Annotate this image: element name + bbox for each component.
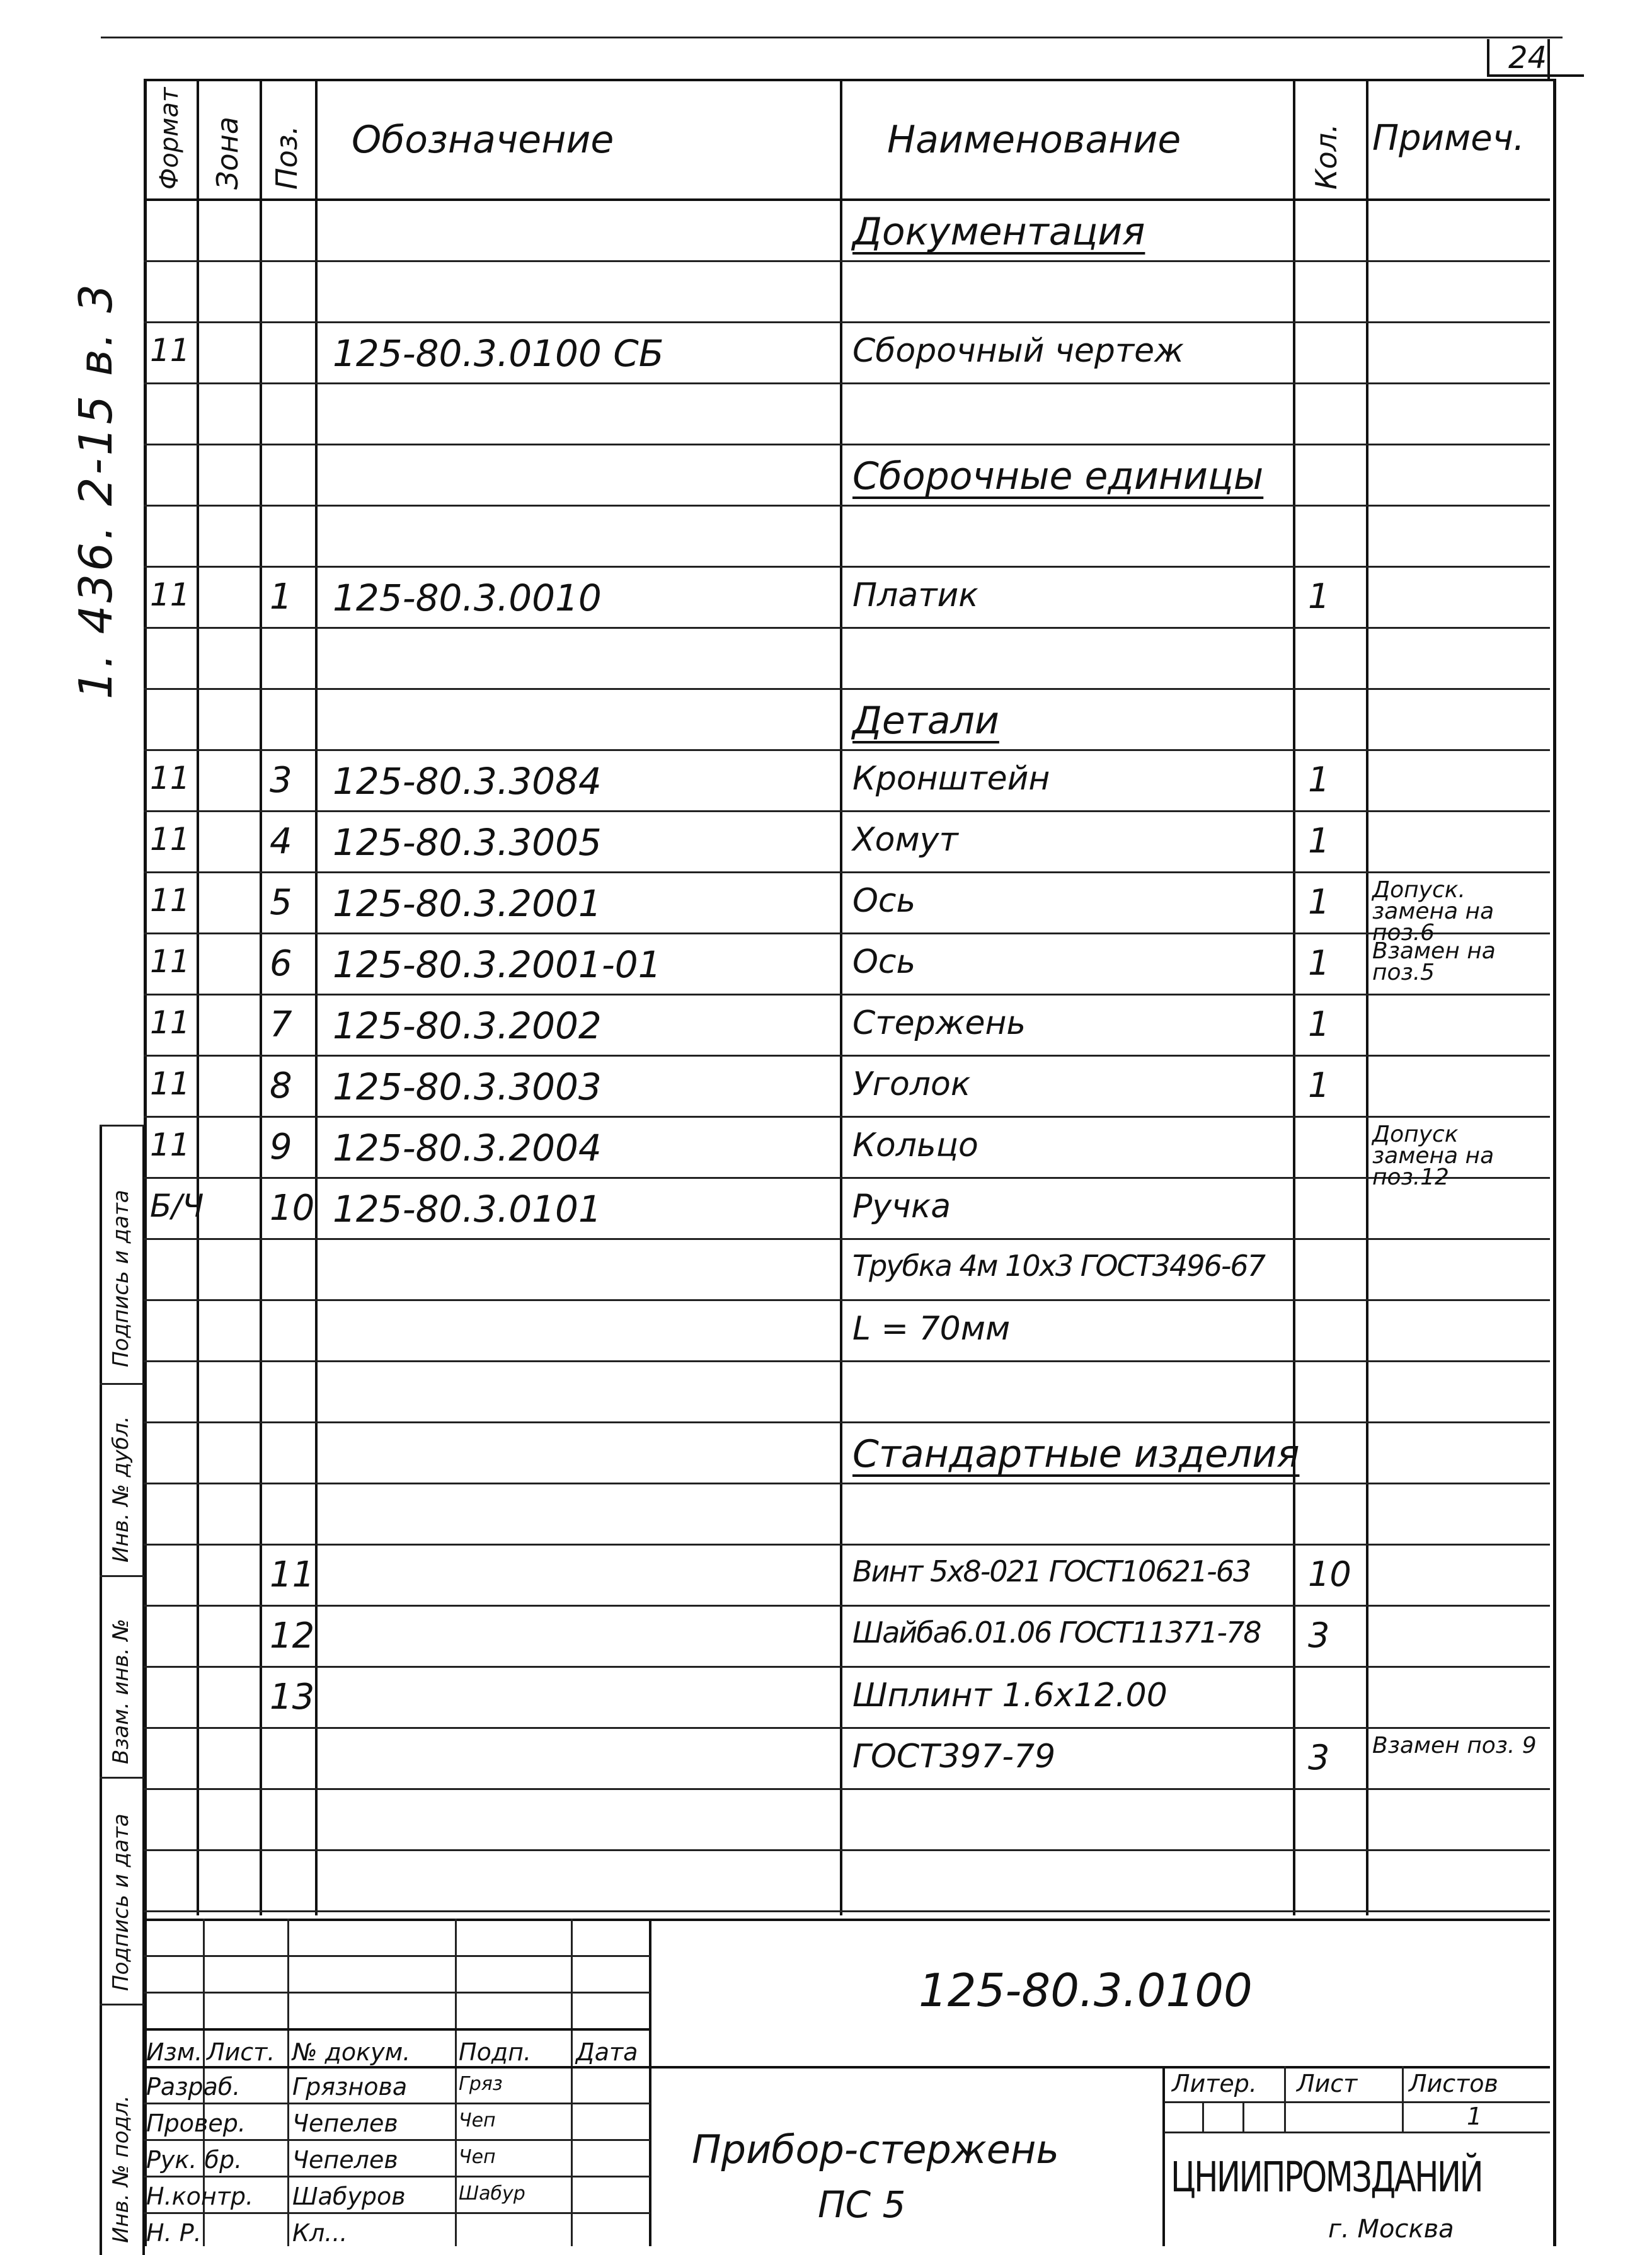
tb-role-nkontr: Н.контр. — [146, 2183, 254, 2210]
row-26-name: ГОСТ397-79 — [852, 1738, 1056, 1776]
tb-city: г. Москва — [1328, 2215, 1454, 2244]
tb-liter-label: Литер. — [1172, 2070, 1257, 2097]
row-13-note: Взамен на поз.5 — [1372, 938, 1496, 985]
row-10-name: Кронштейн — [852, 760, 1050, 798]
side-stamp-inv-dubl: Инв. № дубл. — [108, 1416, 134, 1563]
row-10-pos: 3 — [270, 760, 292, 801]
tb-col-list: Лист. — [207, 2038, 275, 2066]
row-11-qty: 1 — [1308, 821, 1330, 861]
header-name: Наименование — [887, 118, 1181, 162]
row-17-name: Ручка — [852, 1188, 951, 1225]
row-7-name: Платик — [852, 577, 978, 614]
tb-role-nr: Н. Р. — [146, 2219, 202, 2247]
row-21-name: Стандартные изделия — [852, 1432, 1300, 1476]
row-24-pos: 12 — [270, 1615, 315, 1656]
row-15-name: Уголок — [852, 1065, 971, 1103]
tb-name-nr: Кл... — [292, 2219, 348, 2247]
row-5-name: Сборочные единицы — [852, 454, 1264, 498]
row-14-qty: 1 — [1308, 1004, 1330, 1044]
row-7-format: 11 — [150, 577, 190, 613]
row-11-pos: 4 — [270, 821, 292, 862]
header-note: Примеч. — [1372, 118, 1525, 159]
row-7-qty: 1 — [1308, 577, 1330, 616]
tb-name-razrab: Грязнова — [292, 2073, 408, 2101]
row-3-designation: 125-80.3.0100 СБ — [333, 332, 664, 375]
row-17-designation: 125-80.3.0101 — [333, 1188, 602, 1231]
row-9-name: Детали — [852, 699, 999, 743]
row-14-name: Стержень — [852, 1004, 1026, 1042]
row-13-designation: 125-80.3.2001-01 — [333, 943, 662, 986]
row-13-name: Ось — [852, 943, 916, 981]
row-17-format: Б/Ч — [150, 1188, 204, 1224]
row-16-note: Допуск замена на поз.12 — [1372, 1122, 1494, 1190]
tb-sheets-value: 1 — [1467, 2103, 1483, 2130]
row-11-format: 11 — [150, 821, 190, 858]
row-15-format: 11 — [150, 1065, 190, 1102]
row-23-pos: 11 — [270, 1554, 315, 1595]
row-12-format: 11 — [150, 882, 190, 919]
header-qty: Кол. — [1309, 123, 1343, 190]
row-12-qty: 1 — [1308, 882, 1330, 922]
header-pos: Поз. — [270, 125, 304, 190]
row-24-qty: 3 — [1308, 1615, 1330, 1655]
row-25-name: Шплинт 1.6х12.00 — [852, 1677, 1167, 1714]
row-23-qty: 10 — [1308, 1554, 1351, 1594]
row-15-qty: 1 — [1308, 1065, 1330, 1105]
tb-sign-razrab: Гряз — [459, 2073, 503, 2095]
row-7-designation: 125-80.3.0010 — [333, 577, 602, 619]
tb-name-nkontr: Шабуров — [292, 2183, 406, 2210]
row-15-designation: 125-80.3.3003 — [333, 1065, 602, 1108]
row-16-designation: 125-80.3.2004 — [333, 1127, 602, 1169]
row-13-qty: 1 — [1308, 943, 1330, 983]
row-10-format: 11 — [150, 760, 190, 796]
row-23-name: Винт 5х8-021 ГОСТ10621-63 — [852, 1554, 1251, 1588]
tb-sheet-label: Лист — [1297, 2070, 1358, 2097]
tb-sheets-label: Листов — [1409, 2070, 1498, 2097]
side-stamp-vzam-inv: Взам. инв. № — [108, 1619, 134, 1764]
tb-col-izm: Изм. — [146, 2038, 203, 2066]
tb-sign-prover: Чеп — [459, 2109, 496, 2132]
row-14-pos: 7 — [270, 1004, 292, 1045]
row-24-name: Шайба6.01.06 ГОСТ11371-78 — [852, 1615, 1261, 1650]
row-16-name: Кольцо — [852, 1127, 978, 1164]
row-12-note: Допуск. замена на поз.6 — [1372, 877, 1494, 946]
row-26-note: Взамен поз. 9 — [1372, 1733, 1537, 1759]
tb-col-sign: Подп. — [459, 2038, 532, 2066]
side-stamp-sign-date-1: Подпись и дата — [108, 1813, 134, 1991]
row-1-name: Документация — [852, 210, 1145, 254]
tb-organization: ЦНИИПРОМЗДАНИЙ — [1171, 2153, 1483, 2201]
header-designation: Обозначение — [352, 118, 614, 162]
row-12-pos: 5 — [270, 882, 292, 923]
tb-sign-ruk: Чеп — [459, 2146, 496, 2168]
tb-product-subtitle: ПС 5 — [818, 2183, 906, 2226]
row-3-name: Сборочный чертеж — [852, 332, 1184, 370]
tb-name-ruk: Чепелев — [292, 2146, 398, 2174]
row-11-designation: 125-80.3.3005 — [333, 821, 602, 864]
tb-col-doc: № докум. — [292, 2038, 411, 2066]
tb-product-title: Прибор-стержень — [692, 2126, 1059, 2172]
row-13-pos: 6 — [270, 943, 292, 984]
header-format: Формат — [155, 87, 184, 190]
row-14-format: 11 — [150, 1004, 190, 1041]
row-18-name: Трубка 4м 10х3 ГОСТ3496-67 — [852, 1249, 1265, 1283]
row-12-name: Ось — [852, 882, 916, 920]
tb-name-prover: Чепелев — [292, 2109, 398, 2137]
left-margin-code: 1. 436. 2-15 в. 3 — [69, 281, 122, 699]
row-17-pos: 10 — [270, 1188, 315, 1229]
tb-document-code: 125-80.3.0100 — [919, 1964, 1253, 2017]
row-15-pos: 8 — [270, 1065, 292, 1106]
title-block — [144, 1919, 1550, 2246]
tb-role-razrab: Разраб. — [146, 2073, 241, 2101]
row-10-qty: 1 — [1308, 760, 1330, 800]
tb-col-date: Дата — [576, 2038, 638, 2066]
side-stamp-inv-podl: Инв. № подл. — [108, 2095, 134, 2243]
row-19-name: L = 70мм — [852, 1310, 1011, 1348]
tb-role-ruk: Рук. бр. — [146, 2146, 243, 2174]
row-3-format: 11 — [150, 332, 190, 369]
header-zone: Зона — [210, 117, 244, 190]
row-14-designation: 125-80.3.2002 — [333, 1004, 602, 1047]
row-25-pos: 13 — [270, 1677, 315, 1718]
tb-role-prover: Провер. — [146, 2109, 246, 2137]
spec-table — [144, 79, 1550, 1919]
row-10-designation: 125-80.3.3084 — [333, 760, 602, 803]
row-16-pos: 9 — [270, 1127, 292, 1168]
sheet-number-box — [1487, 39, 1584, 77]
row-16-format: 11 — [150, 1127, 190, 1163]
row-13-format: 11 — [150, 943, 190, 980]
side-stamp-sign-date-2: Подпись и дата — [108, 1190, 134, 1367]
row-12-designation: 125-80.3.2001 — [333, 882, 602, 925]
sheet-number: 24 — [1508, 40, 1547, 76]
row-26-qty: 3 — [1308, 1738, 1330, 1777]
row-7-pos: 1 — [270, 577, 292, 617]
tb-sign-nkontr: Шабур — [459, 2183, 525, 2205]
row-11-name: Хомут — [852, 821, 958, 859]
